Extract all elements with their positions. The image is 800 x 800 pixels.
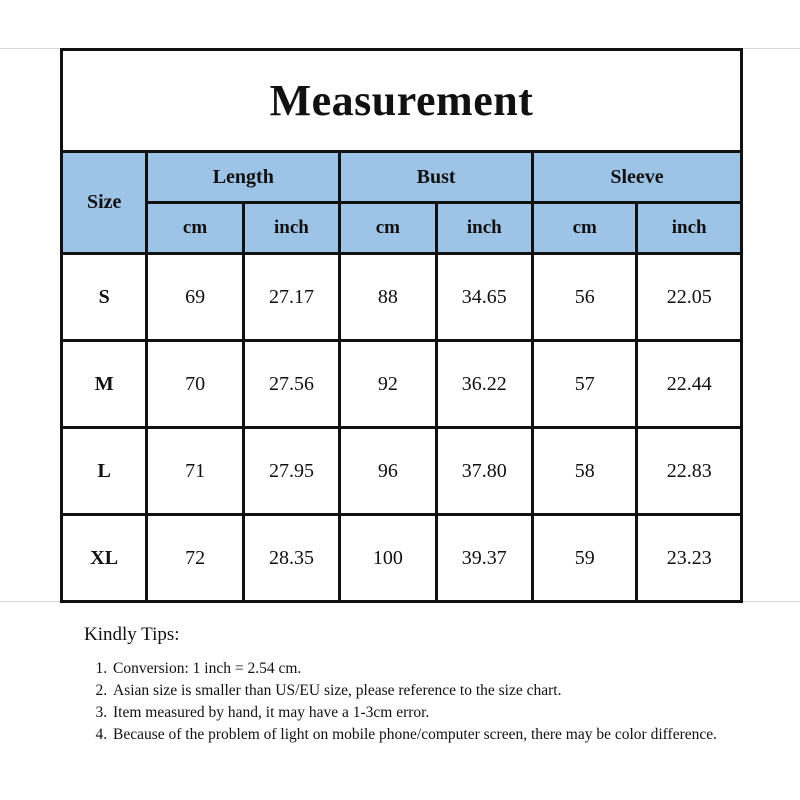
table-cell: 100	[340, 515, 436, 602]
table-cell: 96	[340, 428, 436, 515]
table-cell: 92	[340, 341, 436, 428]
unit-header: cm	[532, 203, 636, 254]
table-row	[62, 515, 742, 602]
size-label: M	[62, 341, 147, 428]
table-cell: 88	[340, 254, 436, 341]
table-cell: 27.95	[243, 428, 339, 515]
group-header-sleeve: Sleeve	[532, 152, 741, 203]
table-cell: 57	[532, 341, 636, 428]
table-cell: 58	[532, 428, 636, 515]
table-cell: 69	[147, 254, 243, 341]
table-cell: 56	[532, 254, 636, 341]
unit-header: inch	[637, 203, 742, 254]
size-label: L	[62, 428, 147, 515]
table-cell: 27.56	[243, 341, 339, 428]
list-item: 3. Item measured by hand, it may have a 1-3cm error.	[111, 702, 724, 724]
table-cell: 70	[147, 341, 243, 428]
size-chart-table	[60, 48, 743, 603]
size-label: XL	[62, 515, 147, 602]
table-cell: 72	[147, 515, 243, 602]
size-label: S	[62, 254, 147, 341]
table-cell: 23.23	[637, 515, 742, 602]
table-cell: 37.80	[436, 428, 532, 515]
table-row	[62, 428, 742, 515]
unit-header: inch	[243, 203, 339, 254]
list-item: 1. Conversion: 1 inch = 2.54 cm.	[111, 658, 724, 680]
table-cell: 22.83	[637, 428, 742, 515]
kindly-tips	[84, 624, 724, 746]
unit-header: cm	[340, 203, 436, 254]
table-cell: 39.37	[436, 515, 532, 602]
unit-header: cm	[147, 203, 243, 254]
group-header-bust: Bust	[340, 152, 533, 203]
tips-list	[84, 658, 724, 746]
table-cell: 71	[147, 428, 243, 515]
tips-title: Kindly Tips:	[84, 624, 180, 645]
table-cell: 22.44	[637, 341, 742, 428]
table-title: Measurement	[62, 50, 742, 152]
list-item: 2. Asian size is smaller than US/EU size, please reference to the size chart.	[111, 680, 724, 702]
size-header: Size	[62, 152, 147, 254]
table-cell: 27.17	[243, 254, 339, 341]
table-row	[62, 341, 742, 428]
list-item: 4. Because of the problem of light on mobile phone/computer screen, there may be color difference.	[111, 724, 724, 746]
table-cell: 36.22	[436, 341, 532, 428]
unit-header: inch	[436, 203, 532, 254]
table-cell: 28.35	[243, 515, 339, 602]
table-cell: 22.05	[637, 254, 742, 341]
table-cell: 34.65	[436, 254, 532, 341]
table-row	[62, 254, 742, 341]
group-header-length: Length	[147, 152, 340, 203]
table-cell: 59	[532, 515, 636, 602]
